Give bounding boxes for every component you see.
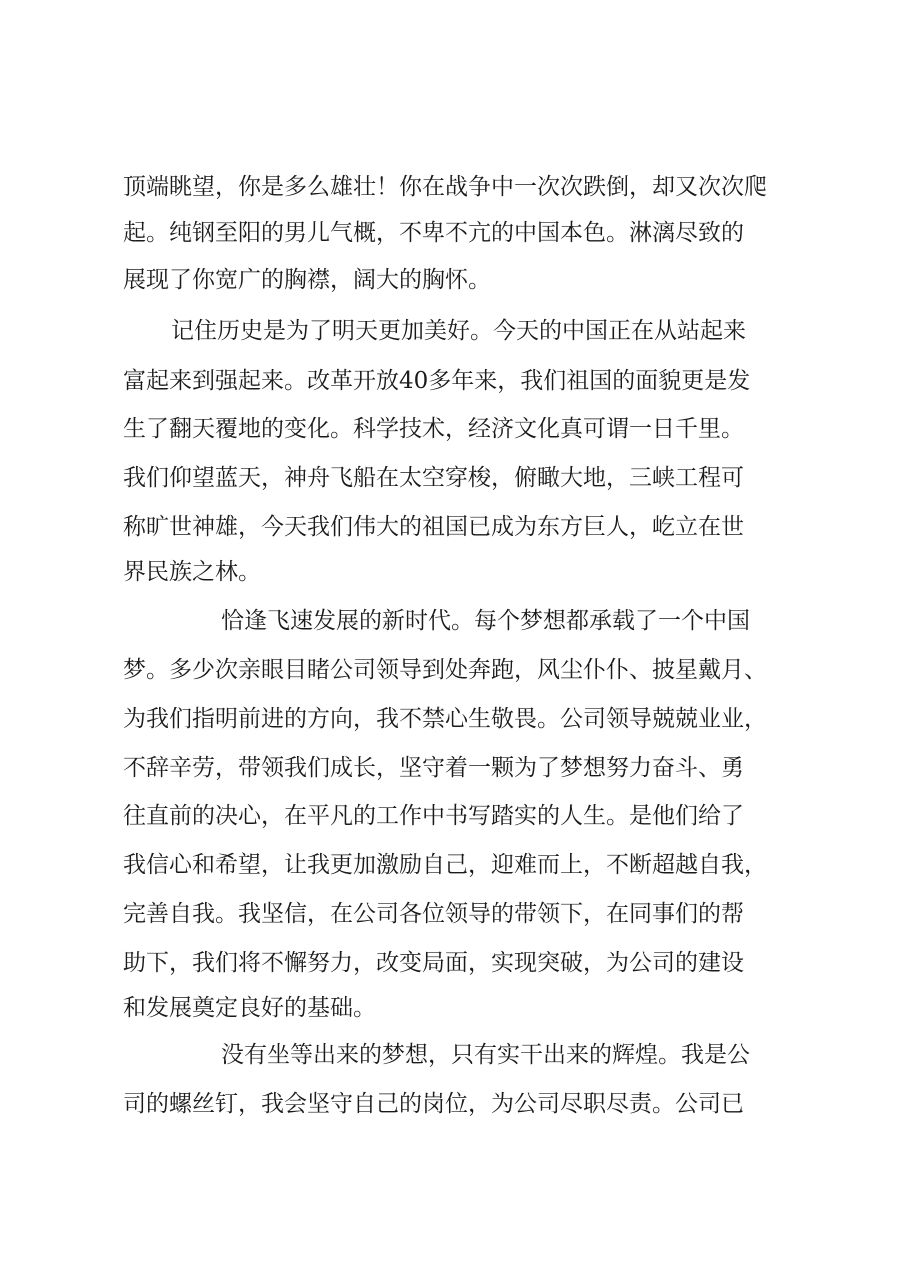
text-line: 完善自我。我坚信，在公司各位领导的带领下，在同事们的帮 bbox=[123, 901, 744, 927]
text-line: 司的螺丝钉，我会坚守自己的岗位，为公司尽职尽责。公司已 bbox=[123, 1091, 744, 1117]
text-line: 顶端眺望，你是多么雄壮！你在战争中一次次跌倒，却又次次爬 bbox=[123, 174, 767, 200]
text-line: 和发展奠定良好的基础。 bbox=[123, 995, 376, 1021]
text-line: 为我们指明前进的方向，我不禁心生敬畏。公司领导兢兢业业， bbox=[123, 706, 767, 732]
text-line: 起。纯钢至阳的男儿气概，不卑不亢的中国本色。淋漓尽致的 bbox=[123, 220, 744, 246]
text-line: 我信心和希望，让我更加激励自己，迎难而上，不断超越自我， bbox=[123, 852, 767, 878]
text-line: 不辞辛劳，带领我们成长，坚守着一颗为了梦想努力奋斗、勇 bbox=[123, 755, 744, 781]
text-line: 富起来到强起来。改革开放40多年来，我们祖国的面貌更是发 bbox=[123, 368, 751, 394]
text-line: 记住历史是为了明天更加美好。今天的中国正在从站起来 bbox=[171, 318, 746, 344]
text-line: 界民族之林。 bbox=[123, 559, 261, 585]
text-line: 我们仰望蓝天，神舟飞船在太空穿梭，俯瞰大地，三峡工程可 bbox=[123, 465, 744, 491]
text-line: 助下，我们将不懈努力，改变局面，实现突破，为公司的建设 bbox=[123, 950, 744, 976]
text-line: 展现了你宽广的胸襟，阔大的胸怀。 bbox=[123, 267, 491, 293]
text-line: 称旷世神雄，今天我们伟大的祖国已成为东方巨人，屹立在世 bbox=[123, 514, 744, 540]
text-line: 没有坐等出来的梦想，只有实干出来的辉煌。我是公 bbox=[221, 1042, 750, 1068]
text-line: 恰逢飞速发展的新时代。每个梦想都承载了一个中国 bbox=[221, 608, 750, 634]
text-line: 梦。多少次亲眼目睹公司领导到处奔跑，风尘仆仆、披星戴月、 bbox=[123, 657, 767, 683]
text-line: 生了翻天覆地的变化。科学技术，经济文化真可谓一日千里。 bbox=[123, 416, 744, 442]
text-line: 往直前的决心，在平凡的工作中书写踏实的人生。是他们给了 bbox=[123, 803, 744, 829]
